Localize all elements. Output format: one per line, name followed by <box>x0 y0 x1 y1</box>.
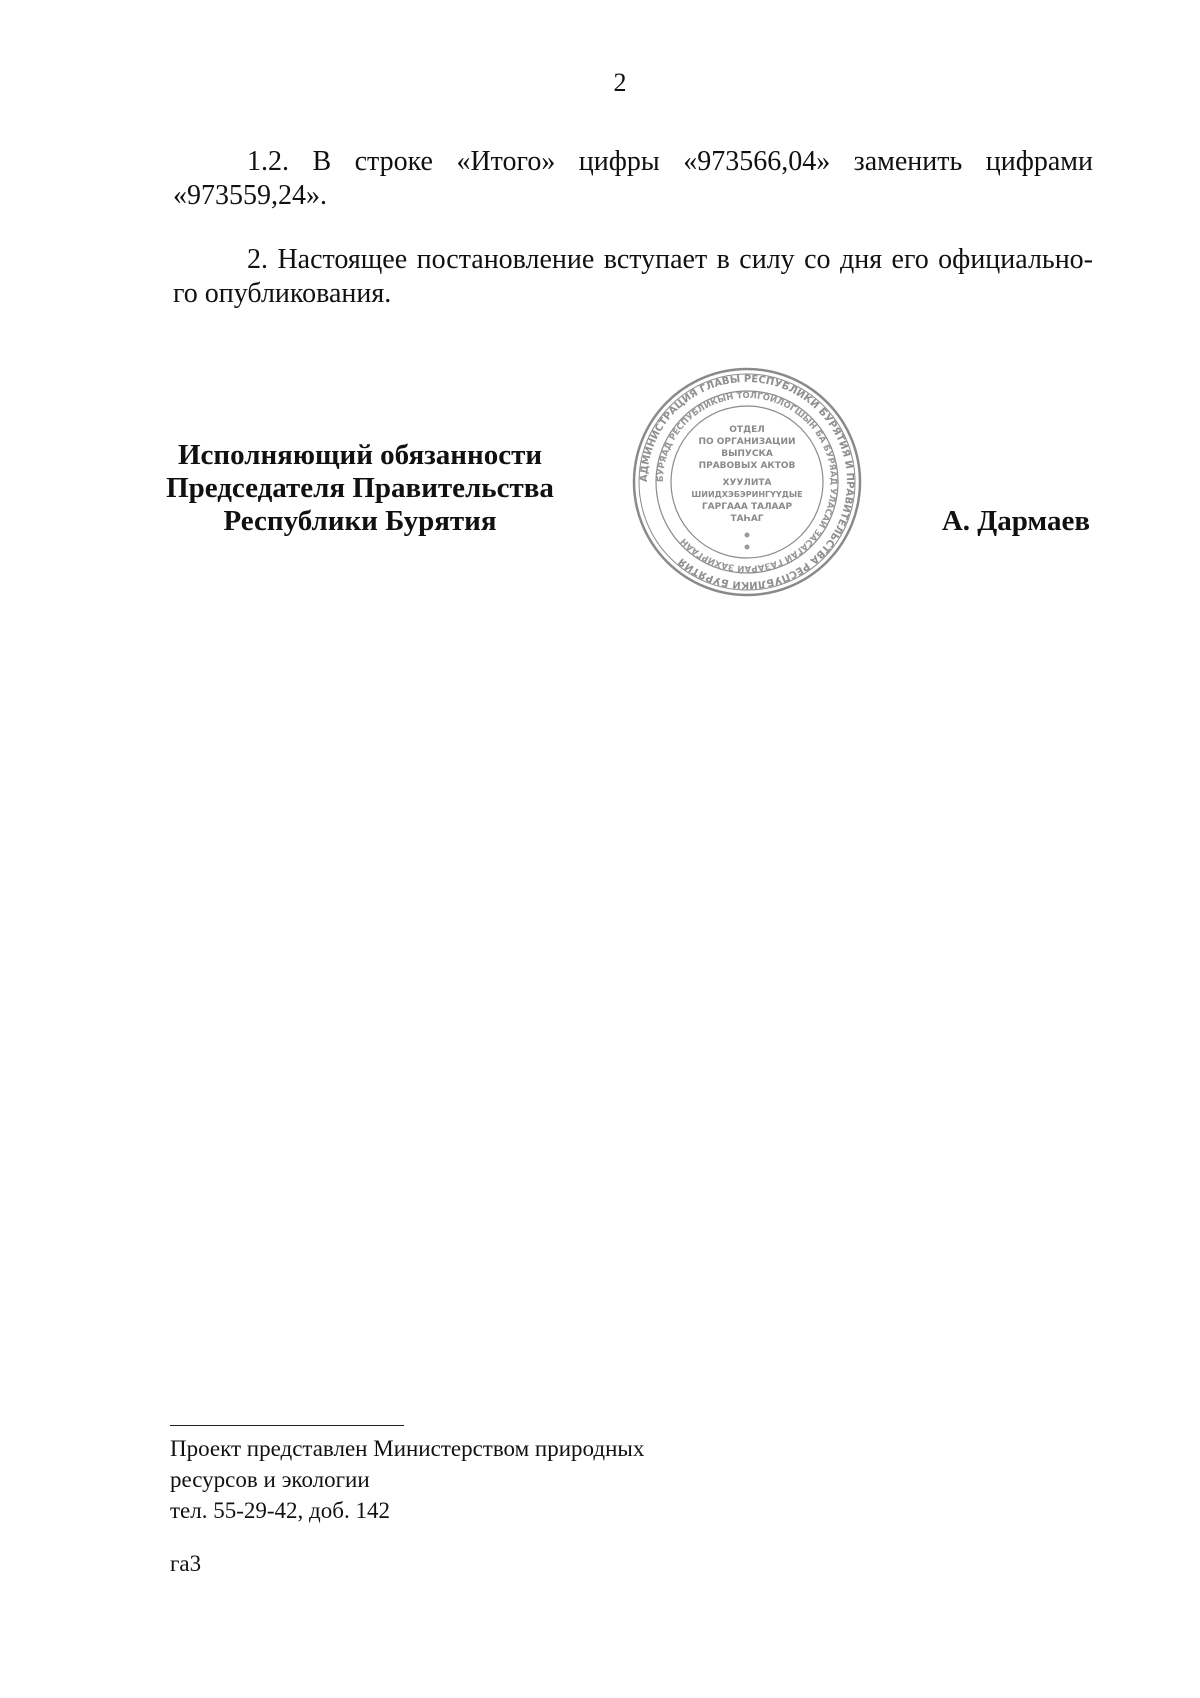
footnote-line-2: ресурсов и экологии <box>170 1467 370 1492</box>
document-code: га3 <box>170 1551 202 1576</box>
seal-center-line-6: ШИИДХЭБЭРИНГҮҮДЫЕ <box>691 490 803 499</box>
signature-title-line-3: Республики Бурятия <box>223 505 497 537</box>
footnote-line-1: Проект представлен Министерством природных <box>170 1436 645 1461</box>
signature-title <box>150 439 570 538</box>
seal-center-line-2: ПО ОРГАНИЗАЦИИ <box>698 437 796 447</box>
official-seal <box>630 365 864 599</box>
seal-inner-ring-text: БУРЯАД РЕСПУБЛИКЫН ТОЛГОЙЛОГШЫН БА БУРЯАД УЛАСАЙ ЗАСАГАЙ ГАЗАРАЙ ЗАХИРГААН <box>655 390 839 574</box>
signer-name: А. Дармаев <box>941 505 1090 537</box>
paragraph-2: 2. Настоящее постановление вступает в силу со дня его официально-го опубликования. <box>173 244 1093 309</box>
footnote <box>170 1433 770 1526</box>
seal-center-line-8: ТАҺАГ <box>730 514 764 524</box>
paragraph-1-2: 1.2. В строке «Итого» цифры «973566,04» заменить цифрами «973559,24». <box>173 146 1093 211</box>
seal-center-line-5: ХУУЛИТА <box>722 478 772 488</box>
signature-title-line-1: Исполняющий обязанности <box>177 439 543 471</box>
page-number: 2 <box>613 68 627 97</box>
seal-center-line-1: ОТДЕЛ <box>729 425 765 435</box>
seal-center-text <box>691 425 802 524</box>
seal-bottom-dots <box>745 533 750 550</box>
footnote-line-3: тел. 55-29-42, доб. 142 <box>170 1498 390 1523</box>
seal-center-line-3: ВЫПУСКА <box>721 449 773 459</box>
footnote-divider <box>170 1425 404 1426</box>
signature-title-line-2: Председателя Правительства <box>166 472 554 504</box>
seal-center-line-4: ПРАВОВЫХ АКТОВ <box>698 461 796 471</box>
seal-outer-text: АДМИНИСТРАЦИЯ ГЛАВЫ РЕСПУБЛИКИ БУРЯТИЯ И ПРАВИТЕЛЬСТВА РЕСПУБЛИКИ БУРЯТИЯ <box>638 373 856 591</box>
seal-center-line-7: ГАРГААА ТАЛААР <box>701 502 793 512</box>
